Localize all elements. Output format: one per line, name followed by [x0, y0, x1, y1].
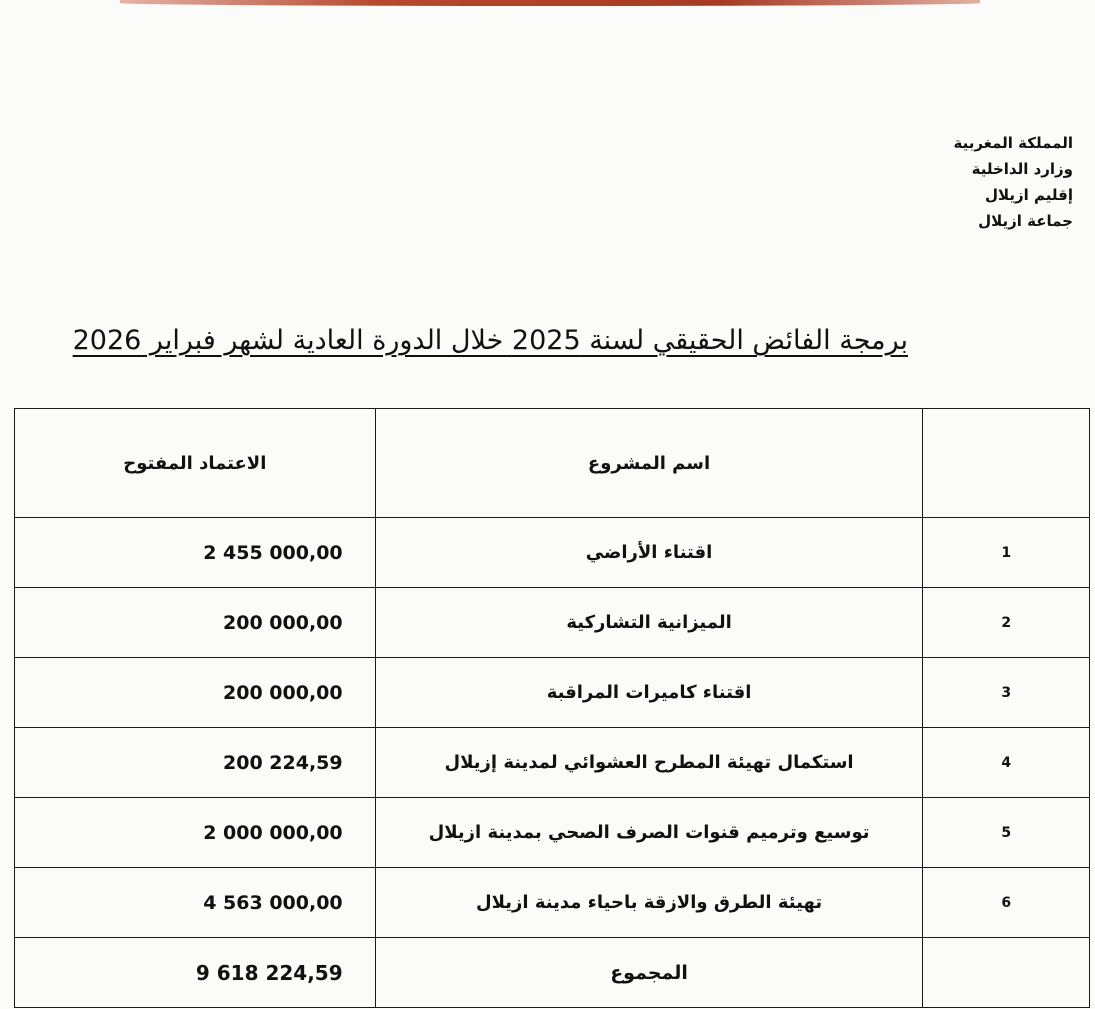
table-row [15, 798, 1090, 868]
row-amount: 200 224,59 [15, 728, 376, 798]
table-row [15, 658, 1090, 728]
row-number: 6 [923, 868, 1090, 938]
table-header-row [15, 409, 1090, 518]
row-amount: 200 000,00 [15, 658, 376, 728]
row-number: 1 [923, 518, 1090, 588]
header-project-name: اسم المشروع [375, 409, 923, 518]
official-header [903, 130, 1073, 234]
row-amount: 2 455 000,00 [15, 518, 376, 588]
row-number: 5 [923, 798, 1090, 868]
row-project: توسيع وترميم قنوات الصرف الصحي بمدينة ازيلال [375, 798, 923, 868]
total-row [15, 938, 1090, 1008]
document-title: برمجة الفائض الحقيقي لسنة 2025 خلال الدورة العادية لشهر فبراير 2026 [72, 325, 908, 356]
total-number-cell [923, 938, 1090, 1008]
table-row [15, 868, 1090, 938]
header-province: إقليم ازيلال [984, 186, 1073, 204]
table-row [15, 588, 1090, 658]
decorative-top-band [120, 0, 980, 6]
row-project: الميزانية التشاركية [375, 588, 923, 658]
row-project: تهيئة الطرق والازقة باحياء مدينة ازيلال [375, 868, 923, 938]
header-number [923, 409, 1090, 518]
header-commune: جماعة ازيلال [978, 212, 1073, 230]
row-amount: 4 563 000,00 [15, 868, 376, 938]
row-amount: 200 000,00 [15, 588, 376, 658]
row-number: 3 [923, 658, 1090, 728]
row-number: 2 [923, 588, 1090, 658]
table-row [15, 518, 1090, 588]
row-project: اقتناء الأراضي [375, 518, 923, 588]
header-ministry: وزارد الداخلية [971, 160, 1073, 178]
budget-table [14, 408, 1090, 1008]
table-row [15, 728, 1090, 798]
total-label: المجموع [375, 938, 923, 1008]
total-amount: 9 618 224,59 [15, 938, 376, 1008]
row-project: اقتناء كاميرات المراقبة [375, 658, 923, 728]
row-amount: 2 000 000,00 [15, 798, 376, 868]
header-amount: الاعتماد المفتوح [15, 409, 376, 518]
header-kingdom: المملكة المغربية [953, 134, 1073, 152]
row-project: استكمال تهيئة المطرح العشوائي لمدينة إزيلال [375, 728, 923, 798]
row-number: 4 [923, 728, 1090, 798]
